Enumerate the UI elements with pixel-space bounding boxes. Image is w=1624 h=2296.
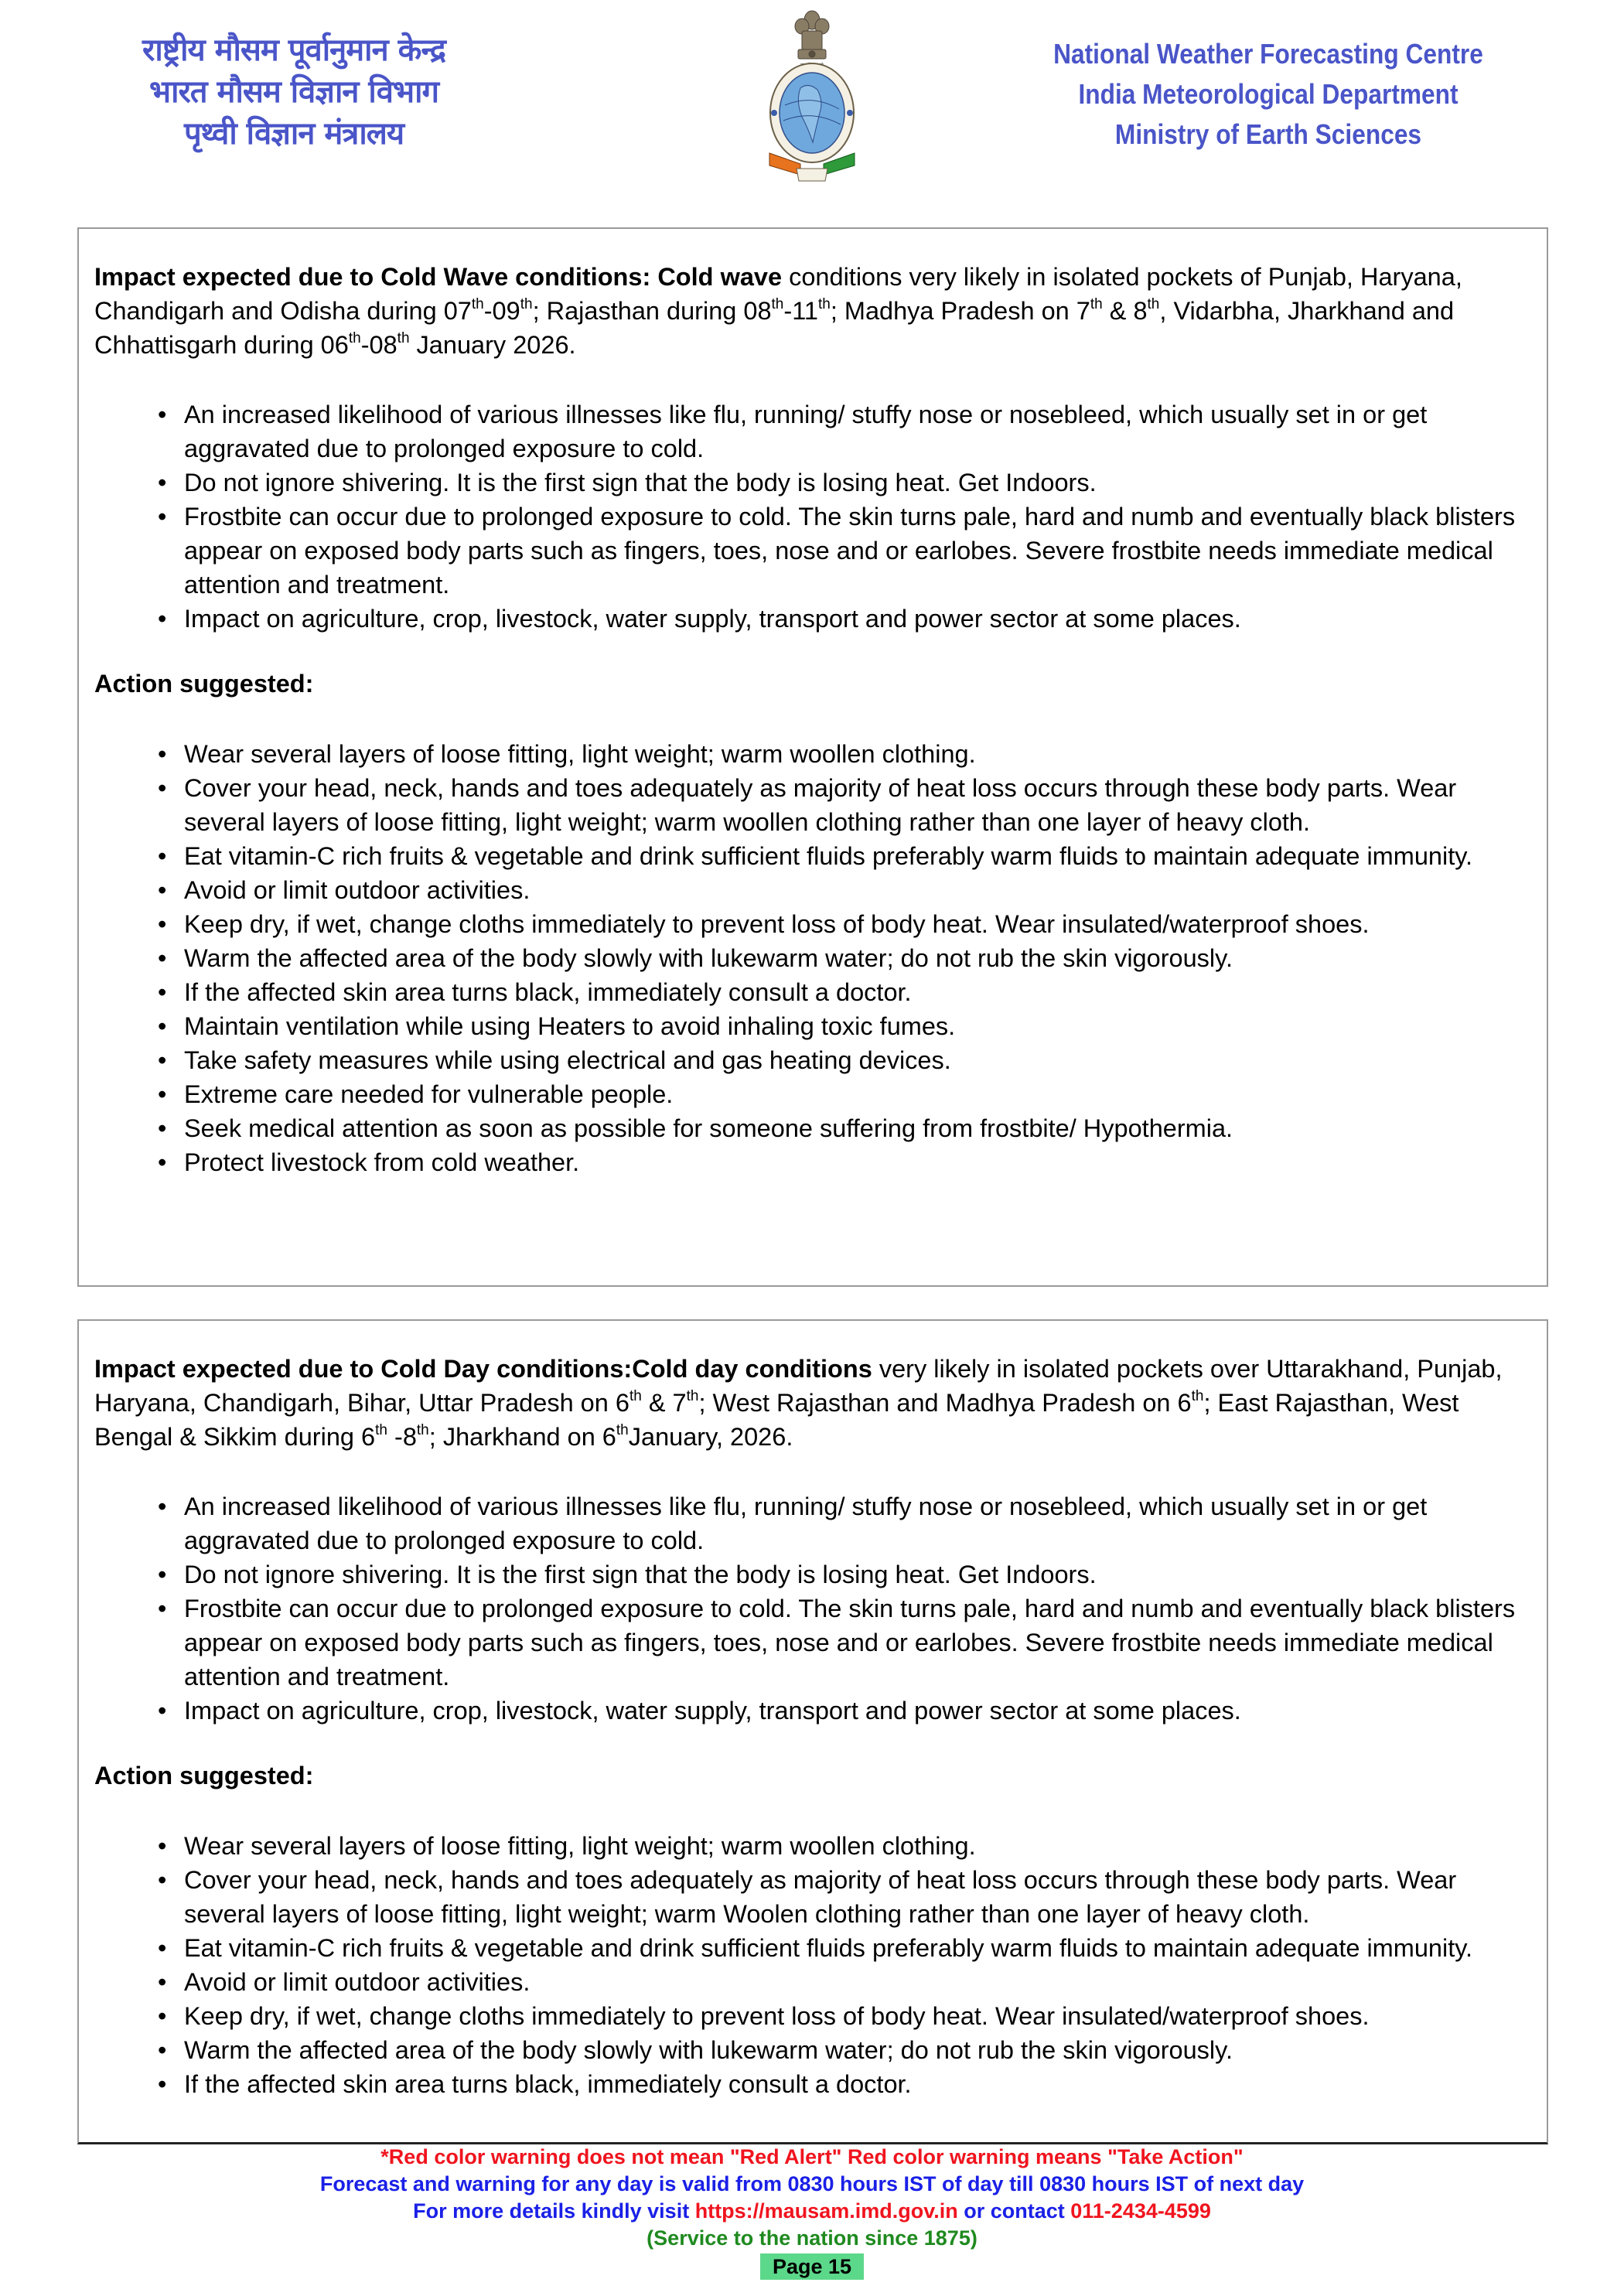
- list-item: [158, 1694, 1528, 1728]
- ordinal-suffix: th: [375, 1422, 387, 1438]
- ordinal-suffix: th: [629, 1388, 642, 1404]
- contact-line: [77, 2198, 1547, 2225]
- ordinal-suffix: th: [471, 296, 484, 312]
- bullet-icon: •: [158, 1832, 167, 1860]
- ordinal-suffix: th: [1090, 296, 1103, 312]
- list-item-text: Impact on agriculture, crop, livestock, water supply, transport and power sector at some places.: [184, 1697, 1241, 1725]
- bullet-icon: •: [158, 774, 167, 802]
- bullet-icon: •: [158, 503, 167, 531]
- imd-emblem-icon: [762, 5, 862, 184]
- list-item-text: Avoid or limit outdoor activities.: [184, 1968, 531, 1996]
- ordinal-suffix: th: [520, 296, 533, 312]
- english-title-line-1: National Weather Forecasting Centre: [1053, 38, 1483, 70]
- list-item-text: Seek medical attention as soon as possible for someone suffering from frostbite/ Hypothermia.: [184, 1114, 1233, 1142]
- hindi-title-line-2: भारत मौसम विज्ञान विभाग: [148, 74, 439, 110]
- cold-wave-intro-heading: Impact expected due to Cold Wave conditions: Cold wave: [94, 263, 783, 291]
- list-item: [158, 1829, 1528, 1863]
- list-item-text: Extreme care needed for vulnerable people.: [184, 1080, 674, 1108]
- bullet-icon: •: [158, 978, 167, 1006]
- list-item-text: Do not ignore shivering. It is the first sign that the body is losing heat. Get Indoors.: [184, 469, 1097, 496]
- bullet-icon: •: [158, 1561, 167, 1588]
- bullet-icon: •: [158, 2036, 167, 2064]
- list-item-text: If the affected skin area turns black, immediately consult a doctor.: [184, 2070, 912, 2098]
- cold-day-intro-body: very likely in isolated pockets over Uttarakhand, Punjab, Haryana, Chandigarh, Bihar, Uttar Pradesh on 6th & 7th; West Rajasthan and Madhya Pradesh on 6th; East Rajasthan, West Bengal & Sikkim during 6th -8th; Jharkhand on 6thJanuary, 2026.: [94, 1355, 1503, 1451]
- list-item: [158, 2067, 1528, 2101]
- bullet-icon: •: [158, 1493, 167, 1520]
- hindi-title-line-1: राष्ट्रीय मौसम पूर्वानुमान केन्द्र: [142, 32, 445, 68]
- list-item: [158, 1145, 1528, 1179]
- bullet-icon: •: [158, 910, 167, 938]
- ordinal-suffix: th: [686, 1388, 699, 1404]
- list-item-text: Wear several layers of loose fitting, light weight; warm woollen clothing.: [184, 740, 976, 768]
- bullet-icon: •: [158, 842, 167, 870]
- bullet-icon: •: [158, 1148, 167, 1176]
- cold-day-action-list: [158, 1829, 1528, 2101]
- bullet-icon: •: [158, 1046, 167, 1074]
- bullet-icon: •: [158, 605, 167, 633]
- list-item: [158, 1111, 1528, 1145]
- bullet-icon: •: [158, 1080, 167, 1108]
- list-item-text: Keep dry, if wet, change cloths immediately to prevent loss of body heat. Wear insulated/waterproof shoes.: [184, 2002, 1370, 2030]
- list-item-text: Maintain ventilation while using Heaters to avoid inhaling toxic fumes.: [184, 1012, 956, 1040]
- service-since-note: (Service to the nation since 1875): [647, 2226, 977, 2250]
- list-item: [158, 839, 1528, 873]
- hindi-org-title: [77, 29, 510, 155]
- list-item-text: Warm the affected area of the body slowly with lukewarm water; do not rub the skin vigorously.: [184, 944, 1233, 972]
- ordinal-suffix: th: [616, 1422, 629, 1438]
- bullet-icon: •: [158, 469, 167, 496]
- list-item: [158, 907, 1528, 941]
- list-item: [158, 1077, 1528, 1111]
- list-item: [158, 1043, 1528, 1077]
- bullet-icon: •: [158, 1934, 167, 1962]
- list-item-text: Do not ignore shivering. It is the first sign that the body is losing heat. Get Indoors.: [184, 1561, 1097, 1588]
- bullet-icon: •: [158, 1595, 167, 1622]
- bullet-icon: •: [158, 2002, 167, 2030]
- cold-day-intro-heading: Impact expected due to Cold Day conditions:Cold day conditions: [94, 1355, 872, 1383]
- cold-wave-impact-list: [158, 397, 1528, 636]
- bullet-icon: •: [158, 2070, 167, 2098]
- list-item-text: Avoid or limit outdoor activities.: [184, 876, 531, 904]
- cold-wave-intro: [94, 260, 1528, 362]
- hindi-title-line-3: पृथ्वी विज्ञान मंत्रालय: [183, 116, 404, 152]
- ordinal-suffix: th: [397, 330, 410, 346]
- list-item: [158, 1592, 1528, 1694]
- list-item: [158, 941, 1528, 975]
- list-item: [158, 975, 1528, 1009]
- list-item-text: Cover your head, neck, hands and toes adequately as majority of heat loss occurs through these body parts. Wear several layers of loose fitting, light weight; warm Woolen clothing rather than one layer of heavy cloth.: [184, 1866, 1457, 1928]
- list-item: [158, 397, 1528, 466]
- bullet-icon: •: [158, 740, 167, 768]
- list-item-text: Eat vitamin-C rich fruits & vegetable and drink sufficient fluids preferably warm fluids to maintain adequate immunity.: [184, 842, 1473, 870]
- english-title-line-3: Ministry of Earth Sciences: [1114, 118, 1422, 150]
- cold-day-intro: [94, 1352, 1528, 1454]
- english-title-line-2: India Meteorological Department: [1078, 78, 1459, 110]
- contact-mid: or contact: [957, 2199, 1071, 2223]
- bullet-icon: •: [158, 401, 167, 428]
- bullet-icon: •: [158, 1697, 167, 1725]
- ordinal-suffix: th: [817, 296, 831, 312]
- cold-wave-intro-body: conditions very likely in isolated pockets of Punjab, Haryana, Chandigarh and Odisha during 07th-09th; Rajasthan during 08th-11th; Madhya Pradesh on 7th & 8th, Vidarbha, Jharkhand and Chhattisgarh during 06th-08th January 2026.: [94, 263, 1462, 359]
- bullet-icon: •: [158, 1114, 167, 1142]
- ordinal-suffix: th: [348, 330, 361, 346]
- list-item: [158, 2033, 1528, 2067]
- phone-number[interactable]: 011-2434-4599: [1070, 2199, 1211, 2223]
- list-item-text: An increased likelihood of various illnesses like flu, running/ stuffy nose or nosebleed, which usually set in or get aggravated due to prolonged exposure to cold.: [184, 401, 1428, 462]
- ordinal-suffix: th: [771, 296, 784, 312]
- cold-day-impact-box: [77, 1319, 1548, 2144]
- list-item: [158, 1557, 1528, 1592]
- english-org-title: [1023, 34, 1513, 155]
- list-item-text: If the affected skin area turns black, immediately consult a doctor.: [184, 978, 912, 1006]
- list-item: [158, 873, 1528, 907]
- list-item: [158, 602, 1528, 636]
- list-item-text: Keep dry, if wet, change cloths immediately to prevent loss of body heat. Wear insulated/waterproof shoes.: [184, 910, 1370, 938]
- list-item: [158, 500, 1528, 602]
- list-item-text: Frostbite can occur due to prolonged exposure to cold. The skin turns pale, hard and numb and eventually black blisters appear on exposed body parts such as fingers, toes, nose and or earlobes. Severe frostbite needs immediate medical attention and treatment.: [184, 503, 1516, 599]
- list-item-text: Impact on agriculture, crop, livestock, water supply, transport and power sector at some places.: [184, 605, 1241, 633]
- cold-day-action-heading: Action suggested:: [94, 1762, 314, 1789]
- list-item: [158, 1489, 1528, 1557]
- list-item: [158, 737, 1528, 771]
- cold-wave-impact-box: [77, 227, 1548, 1287]
- cold-day-impact-list: [158, 1489, 1528, 1728]
- list-item: [158, 1009, 1528, 1043]
- list-item: [158, 1999, 1528, 2033]
- list-item-text: Cover your head, neck, hands and toes adequately as majority of heat loss occurs through these body parts. Wear several layers of loose fitting, light weight; warm woollen clothing rather than one layer of heavy cloth.: [184, 774, 1457, 836]
- list-item-text: Protect livestock from cold weather.: [184, 1148, 580, 1176]
- ordinal-suffix: th: [1191, 1388, 1204, 1404]
- bullet-icon: •: [158, 1968, 167, 1996]
- bullet-icon: •: [158, 876, 167, 904]
- ordinal-suffix: th: [416, 1422, 429, 1438]
- list-item: [158, 1965, 1528, 1999]
- list-item-text: Eat vitamin-C rich fruits & vegetable and drink sufficient fluids preferably warm fluids to maintain adequate immunity.: [184, 1934, 1473, 1962]
- bullet-icon: •: [158, 944, 167, 972]
- list-item-text: An increased likelihood of various illnesses like flu, running/ stuffy nose or nosebleed, which usually set in or get aggravated due to prolonged exposure to cold.: [184, 1493, 1428, 1554]
- validity-note: Forecast and warning for any day is valid from 0830 hours IST of day till 0830 hours IST of next day: [319, 2172, 1305, 2195]
- website-link[interactable]: https://mausam.imd.gov.in: [694, 2199, 958, 2223]
- red-warning-note: *Red color warning does not mean "Red Alert" Red color warning means "Take Action": [380, 2145, 1244, 2168]
- cold-wave-action-list: [158, 737, 1528, 1179]
- list-item-text: Warm the affected area of the body slowly with lukewarm water; do not rub the skin vigorously.: [184, 2036, 1233, 2064]
- list-item-text: Wear several layers of loose fitting, light weight; warm woollen clothing.: [184, 1832, 976, 1860]
- list-item: [158, 1931, 1528, 1965]
- bullet-icon: •: [158, 1866, 167, 1894]
- list-item: [158, 466, 1528, 500]
- cold-wave-action-heading: Action suggested:: [94, 670, 314, 698]
- bullet-icon: •: [158, 1012, 167, 1040]
- list-item-text: Frostbite can occur due to prolonged exposure to cold. The skin turns pale, hard and numb and eventually black blisters appear on exposed body parts such as fingers, toes, nose and or earlobes. Severe frostbite needs immediate medical attention and treatment.: [184, 1595, 1516, 1690]
- ordinal-suffix: th: [1147, 296, 1160, 312]
- contact-prefix: For more details kindly visit: [413, 2199, 695, 2223]
- list-item: [158, 771, 1528, 839]
- list-item: [158, 1863, 1528, 1931]
- page-number-badge: Page 15: [760, 2253, 864, 2280]
- list-item-text: Take safety measures while using electrical and gas heating devices.: [184, 1046, 951, 1074]
- page-header: [0, 0, 1624, 201]
- page-footer: [77, 2144, 1547, 2281]
